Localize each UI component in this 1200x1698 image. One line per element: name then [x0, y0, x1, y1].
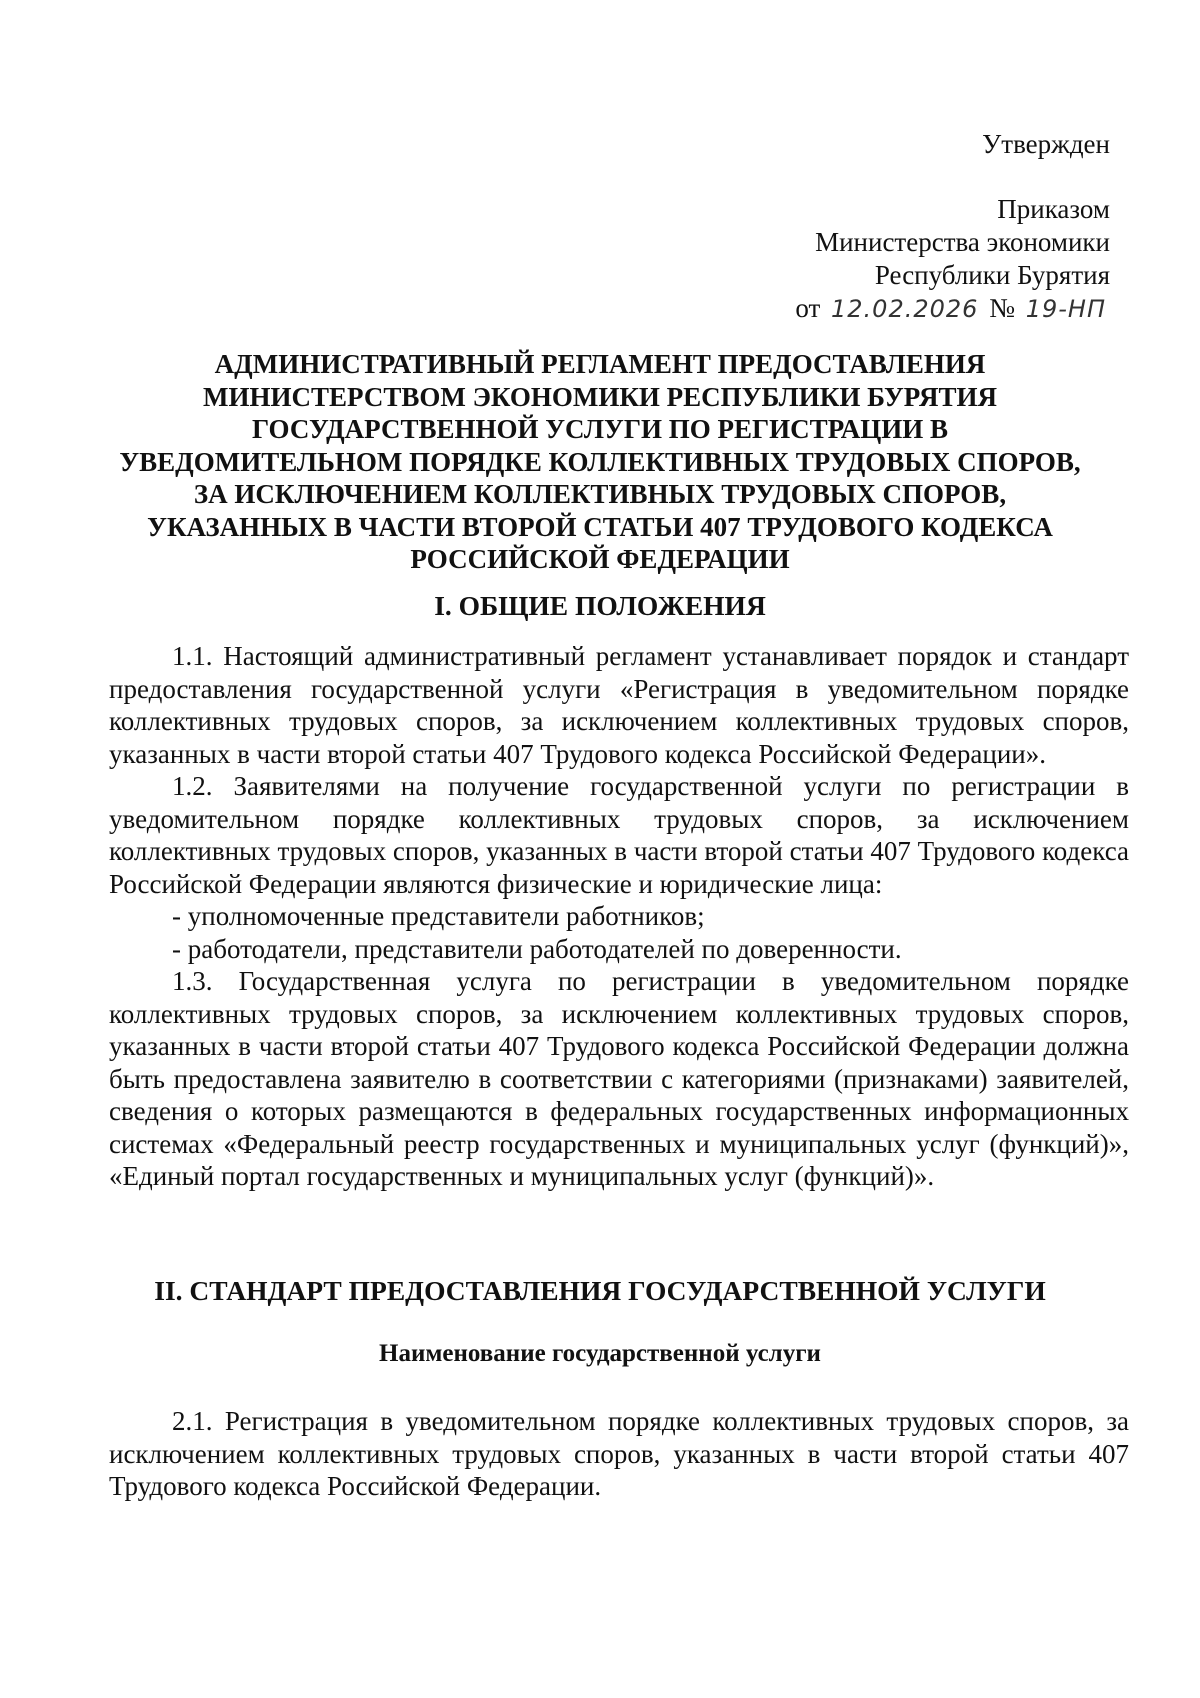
list-item: - уполномоченные представители работников;	[172, 901, 705, 931]
section-1-heading: I. ОБЩИЕ ПОЛОЖЕНИЯ	[434, 590, 766, 621]
paragraph-1-2: 1.2. Заявителями на получение государственной услуги по регистрации в уведомительном порядке коллективных трудовых споров, за исключением коллективных трудовых споров, указанных в части второй статьи 407 Трудового кодекса Российской Федерации являются физические и юридические лица:	[109, 771, 1129, 899]
title-line: АДМИНИСТРАТИВНЫЙ РЕГЛАМЕНТ ПРЕДОСТАВЛЕНИЯ	[214, 349, 986, 379]
document-title	[100, 348, 1100, 576]
handwritten-number: 19-НП	[1025, 295, 1106, 323]
section-2-heading: II. СТАНДАРТ ПРЕДОСТАВЛЕНИЯ ГОСУДАРСТВЕННОЙ УСЛУГИ	[154, 1275, 1046, 1306]
paragraph-2-1: 2.1. Регистрация в уведомительном порядке коллективных трудовых споров, за исключением коллективных трудовых споров, указанных в части второй статьи 407 Трудового кодекса Российской Федерации.	[109, 1406, 1129, 1501]
section-1-body	[109, 640, 1129, 1193]
title-line: ЗА ИСКЛЮЧЕНИЕМ КОЛЛЕКТИВНЫХ ТРУДОВЫХ СПОРОВ,	[193, 479, 1007, 509]
paragraph-1-1: 1.1. Настоящий административный регламент устанавливает порядок и стандарт предоставления государственной услуги «Регистрация в уведомительном порядке коллективных трудовых споров, за исключением коллективных трудовых споров, указанных в части второй статьи 407 Трудового кодекса Российской Федерации».	[109, 641, 1129, 769]
list-item: - работодатели, представители работодателей по доверенности.	[172, 933, 902, 964]
title-line: УВЕДОМИТЕЛЬНОМ ПОРЯДКЕ КОЛЛЕКТИВНЫХ ТРУДОВЫХ СПОРОВ,	[119, 446, 1081, 477]
approval-block	[795, 128, 1110, 326]
approval-status: Утвержден	[982, 129, 1110, 159]
approval-order: Приказом	[997, 194, 1110, 224]
title-line: ГОСУДАРСТВЕННОЙ УСЛУГИ ПО РЕГИСТРАЦИИ В	[252, 414, 948, 444]
approval-date-number	[795, 292, 1110, 326]
paragraph-1-3: 1.3. Государственная услуга по регистрации в уведомительном порядке коллективных трудовых споров, за исключением коллективных трудовых споров, указанных в части второй статьи 407 Трудового кодекса Российской Федерации должна быть предоставлена заявителю в соответствии с категориями (признаками) заявителей, сведения о которых размещаются в федеральных государственных информационных системах «Федеральный реестр государственных и муниципальных услуг (функций)», «Единый портал государственных и муниципальных услуг (функций)».	[109, 966, 1129, 1191]
number-prefix: №	[989, 293, 1015, 323]
handwritten-date: 12.02.2026	[831, 295, 979, 323]
section-2-subheading: Наименование государственной услуги	[379, 1340, 821, 1367]
title-line: РОССИЙСКОЙ ФЕДЕРАЦИИ	[410, 544, 790, 574]
approval-ministry: Министерства экономики	[815, 227, 1110, 257]
title-line: МИНИСТЕРСТВОМ ЭКОНОМИКИ РЕСПУБЛИКИ БУРЯТИЯ	[203, 381, 997, 412]
title-line: УКАЗАННЫХ В ЧАСТИ ВТОРОЙ СТАТЬИ 407 ТРУДОВОГО КОДЕКСА	[147, 511, 1053, 542]
section-2-body	[109, 1405, 1129, 1503]
approval-republic: Республики Бурятия	[874, 260, 1110, 290]
date-prefix: от	[795, 293, 821, 323]
